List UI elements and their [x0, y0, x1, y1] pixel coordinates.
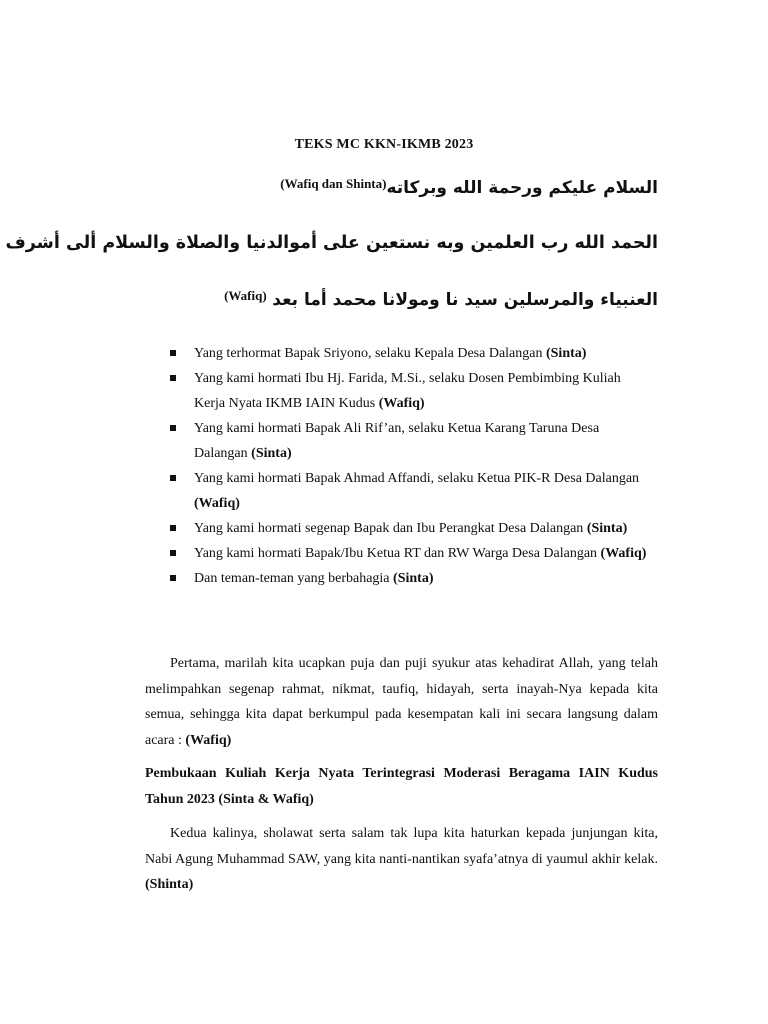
- bullet-square-icon: [170, 575, 176, 581]
- list-item: [170, 566, 650, 591]
- arabic-opening-line-2: [224, 288, 658, 310]
- arabic-opening-text-2: العنبياء والمرسلين سيد نا ومولانا محمد أما بعد: [272, 290, 658, 310]
- event-heading: Pembukaan Kuliah Kerja Nyata Terintegrasi Moderasi Beragama IAIN Kudus Tahun 2023 (Sinta & Wafiq): [145, 766, 658, 807]
- list-item: [170, 341, 650, 366]
- list-item-text: Yang kami hormati Bapak Ali Rif’an, selaku Ketua Karang Taruna Desa Dalangan: [194, 421, 600, 461]
- bullet-square-icon: [170, 375, 176, 381]
- bullet-square-icon: [170, 425, 176, 431]
- document-title: TEKS MC KKN-IKMB 2023: [294, 137, 474, 152]
- bullet-square-icon: [170, 550, 176, 556]
- paragraph-gratitude-speaker: (Wafiq): [185, 732, 232, 748]
- paragraph-sholawat-speaker: (Shinta): [145, 877, 194, 892]
- list-item-text: Yang terhormat Bapak Sriyono, selaku Kepala Desa Dalangan: [194, 346, 543, 361]
- salutation-list: [170, 341, 650, 591]
- greeting-speakers: (Wafiq dan Shinta): [280, 176, 387, 191]
- list-item-speaker: (Sinta): [393, 571, 434, 586]
- list-item-speaker: (Wafiq): [194, 496, 240, 511]
- list-item-speaker: (Sinta): [251, 446, 292, 461]
- paragraph-gratitude-text: Pertama, marilah kita ucapkan puja dan puji syukur atas kehadirat Allah, yang telah melimpahkan segenap rahmat, nikmat, taufiq, hidayah, serta inayah-Nya kepada kita semua, sehingga kita dapat berkumpul pada kesempatan kali ini secara langsung dalam acara :: [145, 656, 658, 748]
- list-item: [170, 416, 650, 466]
- list-item: [170, 516, 650, 541]
- list-item-text: Yang kami hormati Bapak Ahmad Affandi, selaku Ketua PIK-R Desa Dalangan: [194, 471, 640, 486]
- list-item-speaker: (Wafiq): [378, 396, 425, 411]
- list-item-text: Yang kami hormati Bapak/Ibu Ketua RT dan RW Warga Desa Dalangan: [194, 546, 598, 561]
- list-item-text: Yang kami hormati Ibu Hj. Farida, M.Si., selaku Dosen Pembimbing Kuliah Kerja Nyata IKMB IAIN Kudus: [194, 371, 621, 411]
- list-item: [170, 541, 650, 566]
- list-item-speaker: (Wafiq): [600, 546, 647, 561]
- list-item-text: Yang kami hormati segenap Bapak dan Ibu Perangkat Desa Dalangan: [194, 521, 584, 536]
- bullet-square-icon: [170, 525, 176, 531]
- bullet-square-icon: [170, 350, 176, 356]
- list-item-text: Dan teman-teman yang berbahagia: [194, 571, 390, 586]
- paragraph-gratitude: [145, 651, 658, 753]
- bullet-square-icon: [170, 475, 176, 481]
- list-item: [170, 366, 650, 416]
- list-item-speaker: (Sinta): [586, 521, 628, 536]
- arabic-greeting-text: السلام عليكم ورحمة الله وبركاته: [386, 178, 658, 198]
- list-item: [170, 466, 650, 516]
- opening-speaker: (Wafiq): [224, 288, 267, 303]
- paragraph-sholawat-text: Kedua kalinya, sholawat serta salam tak lupa kita haturkan kepada junjungan kita, Nabi Agung Muhammad SAW, yang kita nanti-nantikan syafa’atnya di yaumul akhir kelak.: [145, 826, 658, 867]
- arabic-opening-text-1: الحمد الله رب العلمين وبه نستعين على أموالدنيا والصلاة والسلام ألى أشرف: [5, 233, 658, 253]
- arabic-greeting-line: [280, 176, 658, 198]
- list-item-speaker: (Sinta): [545, 346, 587, 361]
- paragraph-sholawat: [145, 821, 658, 898]
- arabic-opening-line-1: [5, 233, 658, 253]
